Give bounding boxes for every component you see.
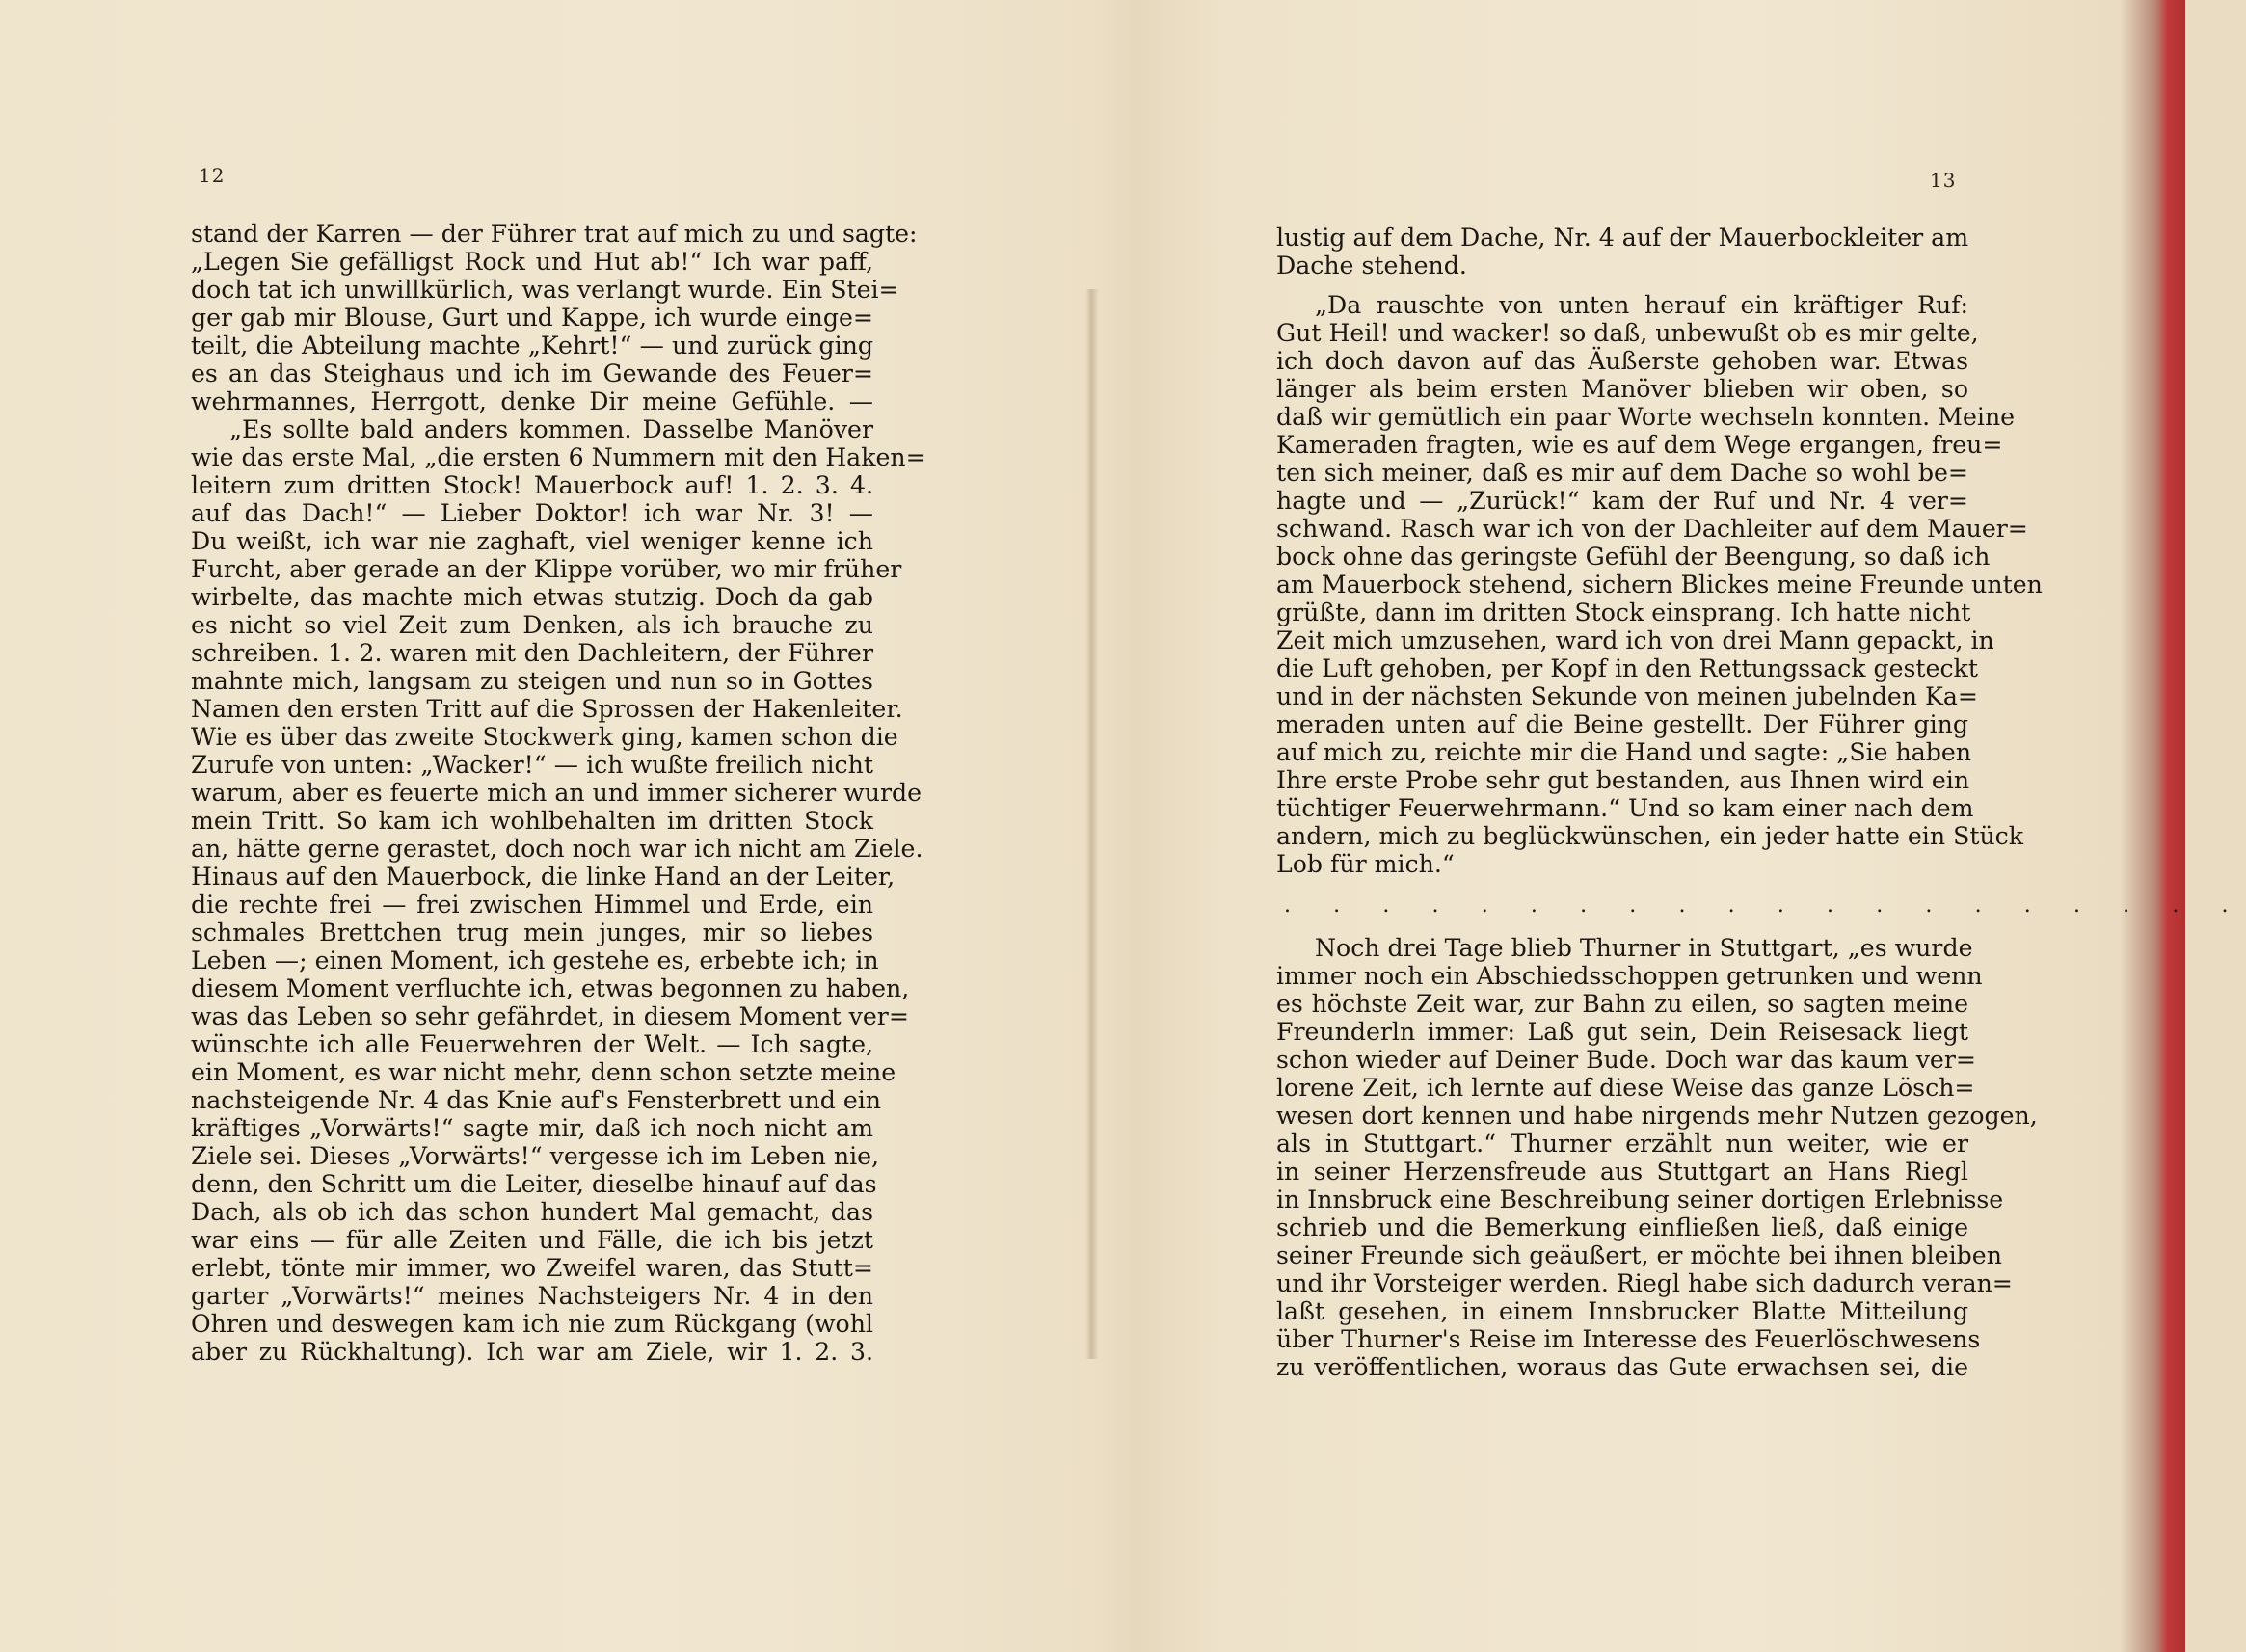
text-line: ten sich meiner, daß es mir auf dem Dache so wohl be= <box>1276 459 1968 487</box>
text-line: die rechte frei — frei zwischen Himmel und Erde, ein <box>191 891 873 919</box>
text-line: meraden unten auf die Beine gestellt. Der Führer ging <box>1276 710 1968 738</box>
text-line: schon wieder auf Deiner Bude. Doch war das kaum ver= <box>1276 1046 1976 1074</box>
left-page <box>0 0 1092 1652</box>
text-line: Du weißt, ich war nie zaghaft, viel weniger kenne ich <box>191 527 873 555</box>
text-line: nachsteigende Nr. 4 das Knie auf's Fensterbrett und ein <box>191 1086 882 1114</box>
text-line: länger als beim ersten Manöver blieben wir oben, so <box>1276 375 1968 403</box>
text-line: als in Stuttgart.“ Thurner erzählt nun weiter, wie er <box>1276 1130 1968 1158</box>
text-line: teilt, die Abteilung machte „Kehrt!“ — und zurück ging <box>191 332 873 360</box>
text-line: ger gab mir Blouse, Gurt und Kappe, ich wurde einge= <box>191 304 873 332</box>
text-line: am Mauerbock stehend, sichern Blickes meine Freunde unten <box>1276 571 2043 599</box>
text-line: schreiben. 1. 2. waren mit den Dachleitern, der Führer <box>191 639 873 667</box>
text-line: „Legen Sie gefälligst Rock und Hut ab!“ Ich war paff, <box>191 248 873 276</box>
text-line: leitern zum dritten Stock! Mauerbock auf! 1. 2. 3. 4. <box>191 471 873 499</box>
text-line: Dache stehend. <box>1276 252 1467 280</box>
text-line: Wie es über das zweite Stockwerk ging, kamen schon die <box>191 723 898 751</box>
text-line: Ohren und deswegen kam ich nie zum Rückgang (wohl <box>191 1310 873 1338</box>
text-line: ein Moment, es war nicht mehr, denn schon setzte meine <box>191 1058 896 1086</box>
text-line: was das Leben so sehr gefährdet, in diesem Moment ver= <box>191 1002 909 1030</box>
text-line: schwand. Rasch war ich von der Dachleiter auf dem Mauer= <box>1276 515 2028 543</box>
text-line: wie das erste Mal, „die ersten 6 Nummern mit den Haken= <box>191 443 926 471</box>
text-line: zu veröffentlichen, woraus das Gute erwachsen sei, die <box>1276 1353 1968 1381</box>
text-line: lustig auf dem Dache, Nr. 4 auf der Mauerbockleiter am <box>1276 224 1969 252</box>
text-line: Namen den ersten Tritt auf die Sprossen der Hakenleiter. <box>191 695 903 723</box>
text-line: in Innsbruck eine Beschreibung seiner dortigen Erlebnisse <box>1276 1186 2004 1213</box>
page-number-right: 13 <box>1930 169 1957 192</box>
text-line: lorene Zeit, ich lernte auf diese Weise das ganze Lösch= <box>1276 1074 1975 1102</box>
text-line: Lob für mich.“ <box>1276 850 1455 878</box>
page-number-left: 12 <box>199 164 226 187</box>
left-text-column <box>191 220 926 1366</box>
text-line: mahnte mich, langsam zu steigen und nun so in Gottes <box>191 667 873 695</box>
text-line: die Luft gehoben, per Kopf in den Rettungssack gesteckt <box>1276 654 1978 682</box>
text-line: bock ohne das geringste Gefühl der Beengung, so daß ich <box>1276 543 1991 571</box>
text-line: an, hätte gerne gerastet, doch noch war ich nicht am Ziele. <box>191 835 923 863</box>
text-line: auf mich zu, reichte mir die Hand und sagte: „Sie haben <box>1276 738 1972 766</box>
text-line: es nicht so viel Zeit zum Denken, als ich brauche zu <box>191 611 873 639</box>
text-line: andern, mich zu beglückwünschen, ein jeder hatte ein Stück <box>1276 822 2024 850</box>
text-line: diesem Moment verfluchte ich, etwas begonnen zu haben, <box>191 974 910 1002</box>
text-line: Zurufe von unten: „Wacker!“ — ich wußte freilich nicht <box>191 751 873 779</box>
text-line: Leben —; einen Moment, ich gestehe es, erbebte ich; in <box>191 946 879 974</box>
paragraph-gap <box>1276 280 1968 291</box>
text-line: immer noch ein Abschiedsschoppen getrunken und wenn <box>1276 962 1983 990</box>
text-line: Furcht, aber gerade an der Klippe vorüber, wo mir früher <box>191 555 902 583</box>
right-page <box>1092 0 2246 1652</box>
right-text-column <box>1276 224 2246 1381</box>
text-line: Dach, als ob ich das schon hundert Mal gemacht, das <box>191 1198 873 1226</box>
text-line: aber zu Rückhaltung). Ich war am Ziele, wir 1. 2. 3. <box>191 1338 873 1366</box>
text-line: schmales Brettchen trug mein junges, mir so liebes <box>191 919 873 946</box>
text-line: wünschte ich alle Feuerwehren der Welt. — Ich sagte, <box>191 1030 873 1058</box>
text-line: und ihr Vorsteiger werden. Riegl habe sich dadurch veran= <box>1276 1269 2013 1297</box>
text-line: auf das Dach!“ — Lieber Doktor! ich war Nr. 3! — <box>191 499 873 527</box>
text-line: es höchste Zeit war, zur Bahn zu eilen, so sagten meine <box>1276 990 1968 1018</box>
paragraph-gap <box>1276 878 1968 892</box>
text-line: laßt gesehen, in einem Innsbrucker Blatte Mitteilung <box>1276 1297 1968 1325</box>
text-line: denn, den Schritt um die Leiter, dieselbe hinauf auf das <box>191 1170 877 1198</box>
text-line: hagte und — „Zurück!“ kam der Ruf und Nr. 4 ver= <box>1276 487 1968 515</box>
text-line: mein Tritt. So kam ich wohlbehalten im dritten Stock <box>191 807 873 835</box>
text-line: und in der nächsten Sekunde von meinen jubelnden Ka= <box>1276 682 1978 710</box>
text-line: „Es sollte bald anders kommen. Dasselbe Manöver <box>229 415 873 443</box>
text-line: grüßte, dann im dritten Stock einsprang. Ich hatte nicht <box>1276 599 1971 626</box>
text-line: Kameraden fragten, wie es auf dem Wege ergangen, freu= <box>1276 431 2003 459</box>
text-line: schrieb und die Bemerkung einfließen ließ, daß einige <box>1276 1213 1968 1241</box>
text-line: über Thurner's Reise im Interesse des Feuerlöschwesens <box>1276 1325 1981 1353</box>
text-line: Noch drei Tage blieb Thurner in Stuttgart, „es wurde <box>1315 934 1973 962</box>
text-line: warum, aber es feuerte mich an und immer sicherer wurde <box>191 779 922 807</box>
text-line: tüchtiger Feuerwehrmann.“ Und so kam einer nach dem <box>1276 794 1974 822</box>
text-line: Hinaus auf den Mauerbock, die linke Hand an der Leiter, <box>191 863 896 891</box>
text-line: doch tat ich unwillkürlich, was verlangt wurde. Ein Stei= <box>191 276 899 304</box>
text-line: garter „Vorwärts!“ meines Nachsteigers Nr. 4 in den <box>191 1282 873 1310</box>
text-line: Gut Heil! und wacker! so daß, unbewußt ob es mir gelte, <box>1276 319 1979 347</box>
paragraph-gap <box>1276 920 1968 934</box>
text-line: „Da rauschte von unten herauf ein kräftiger Ruf: <box>1315 291 1968 319</box>
text-line: stand der Karren — der Führer trat auf mich zu und sagte: <box>191 220 918 248</box>
text-line: Ihre erste Probe sehr gut bestanden, aus Ihnen wird ein <box>1276 766 1970 794</box>
text-line: in seiner Herzensfreude aus Stuttgart an Hans Riegl <box>1276 1158 1968 1186</box>
text-line: seiner Freunde sich geäußert, er möchte bei ihnen bleiben <box>1276 1241 2002 1269</box>
text-line: erlebt, tönte mir immer, wo Zweifel waren, das Stutt= <box>191 1254 873 1282</box>
text-line: Zeit mich umzusehen, ward ich von drei Mann gepackt, in <box>1276 626 1994 654</box>
text-line: Ziele sei. Dieses „Vorwärts!“ vergesse ich im Leben nie, <box>191 1142 880 1170</box>
text-line: kräftiges „Vorwärts!“ sagte mir, daß ich noch nicht am <box>191 1114 873 1142</box>
text-line: es an das Steighaus und ich im Gewande des Feuer= <box>191 360 873 387</box>
text-line: daß wir gemütlich ein paar Worte wechseln konnten. Meine <box>1276 403 2016 431</box>
text-line: wehrmannes, Herrgott, denke Dir meine Gefühle. — <box>191 387 873 415</box>
section-separator: . . . . . . . . . . . . . . . . . . . . <box>1284 893 2246 918</box>
text-line: Freunderln immer: Laß gut sein, Dein Reisesack liegt <box>1276 1018 1968 1046</box>
text-line: wesen dort kennen und habe nirgends mehr Nutzen gezogen, <box>1276 1102 2038 1130</box>
text-line: war eins — für alle Zeiten und Fälle, die ich bis jetzt <box>191 1226 873 1254</box>
text-line: wirbelte, das machte mich etwas stutzig. Doch da gab <box>191 583 873 611</box>
text-line: ich doch davon auf das Äußerste gehoben war. Etwas <box>1276 347 1968 375</box>
